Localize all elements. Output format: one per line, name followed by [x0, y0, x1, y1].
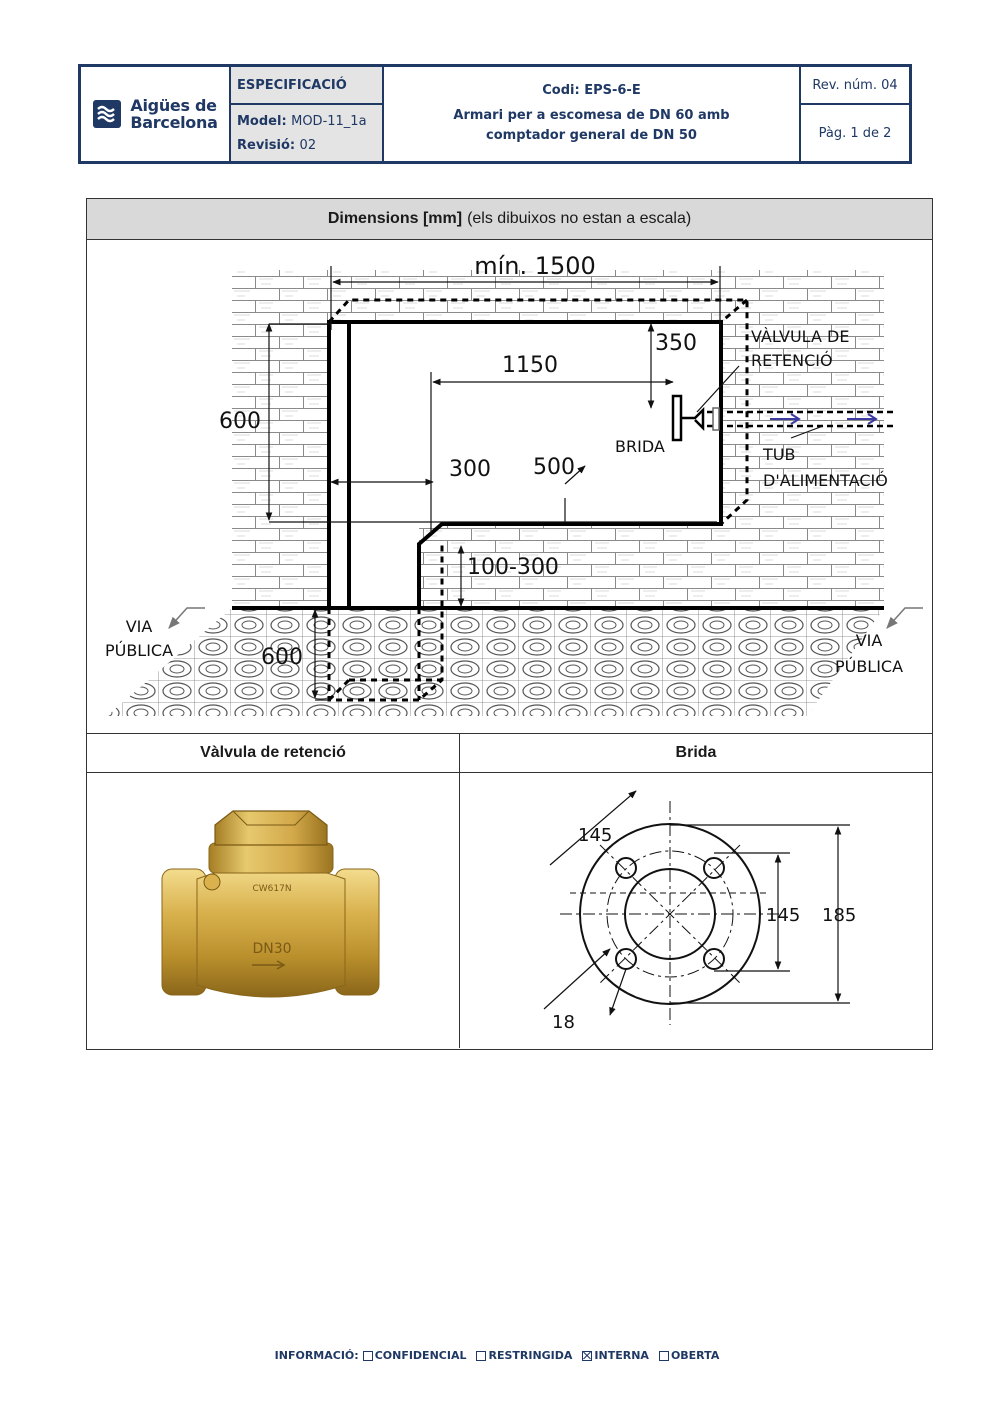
checkbox-oberta[interactable] — [659, 1351, 669, 1361]
label-via-left-2: PÚBLICA — [104, 641, 174, 660]
check-valve-photo — [87, 773, 460, 1048]
revisio-value: 02 — [299, 138, 317, 153]
logo-line-1: Aigües de — [130, 96, 217, 115]
info-label: INFORMACIÓ: — [274, 1349, 359, 1362]
model-value: MOD-11_1a — [291, 114, 367, 129]
revision-number: Rev. núm. 04 — [812, 77, 898, 93]
valve-cell — [87, 773, 460, 1048]
page-number: Pàg. 1 de 2 — [818, 125, 892, 141]
doc-title-block — [384, 67, 801, 161]
valve-heading: Vàlvula de retenció — [87, 734, 460, 772]
flange-symbol — [673, 396, 681, 440]
flange-dim-185: 185 — [822, 905, 857, 926]
logo-line-2: Barcelona — [130, 113, 218, 132]
checkbox-restringida[interactable] — [476, 1351, 486, 1361]
information-classification — [0, 1349, 1000, 1362]
valve-mark-top: CW617N — [252, 884, 292, 894]
doc-title-line-1: Armari per a escomesa de DN 60 amb — [453, 107, 730, 123]
detail-images — [87, 773, 932, 1048]
doc-title-line-2: comptador general de DN 50 — [486, 127, 697, 143]
detail-headings — [87, 734, 932, 773]
option-interna: INTERNA — [594, 1349, 649, 1362]
cabinet-drawing-svg — [87, 240, 932, 734]
label-valve-1: VÀLVULA DE — [751, 327, 850, 346]
dim-600-bottom: 600 — [261, 645, 303, 670]
dimensions-heading-note: (els dibuixos no estan a escala) — [467, 210, 692, 227]
revision-block — [801, 67, 909, 161]
document-header — [78, 64, 912, 164]
flange-dim-18: 18 — [552, 1012, 575, 1033]
label-via-left-1: VIA — [125, 617, 153, 636]
dim-500: 500 — [533, 455, 575, 480]
dimensions-heading — [87, 199, 932, 240]
label-tub-2: D'ALIMENTACIÓ — [763, 471, 888, 490]
option-confidencial: CONFIDENCIAL — [374, 1349, 467, 1362]
label-tub-1: TUB — [763, 445, 796, 464]
valve-mark-body: DN30 — [252, 941, 292, 957]
flange-cell — [460, 773, 932, 1048]
doc-code: Codi: EPS-6-E — [542, 82, 641, 98]
logo-wordmark — [130, 97, 217, 131]
pavement — [104, 608, 884, 716]
aigues-logo-icon — [92, 99, 122, 129]
label-via-right-2: PÚBLICA — [834, 657, 904, 676]
label-via-right-1: VIA — [855, 631, 883, 650]
flange-drawing — [460, 773, 930, 1048]
dimensions-heading-bold: Dimensions [mm] — [327, 210, 463, 227]
flange-dim-145-diag: 145 — [578, 825, 613, 846]
cabinet-drawing — [87, 240, 932, 734]
dim-1150: 1150 — [502, 353, 558, 378]
label-brida: BRIDA — [615, 437, 665, 456]
flange-dim-145-vert: 145 — [766, 905, 801, 926]
checkbox-confidencial[interactable] — [363, 1351, 373, 1361]
option-oberta: OBERTA — [670, 1349, 720, 1362]
dim-350: 350 — [655, 331, 697, 356]
dim-min-width: mín. 1500 — [474, 252, 596, 280]
option-restringida: RESTRINGIDA — [488, 1349, 573, 1362]
dimensions-table — [86, 198, 933, 1050]
model-label: Model: — [237, 114, 287, 129]
label-valve-2: RETENCIÓ — [751, 351, 833, 370]
spec-meta — [231, 67, 384, 161]
dim-300: 300 — [449, 457, 491, 482]
checkbox-interna-checked[interactable] — [582, 1351, 592, 1361]
company-logo — [81, 67, 231, 161]
dim-100-300: 100-300 — [467, 555, 559, 580]
spec-label: ESPECIFICACIÓ — [237, 77, 347, 93]
flange-heading: Brida — [675, 744, 717, 761]
dim-600-left: 600 — [219, 409, 261, 434]
revisio-label: Revisió: — [237, 138, 296, 153]
